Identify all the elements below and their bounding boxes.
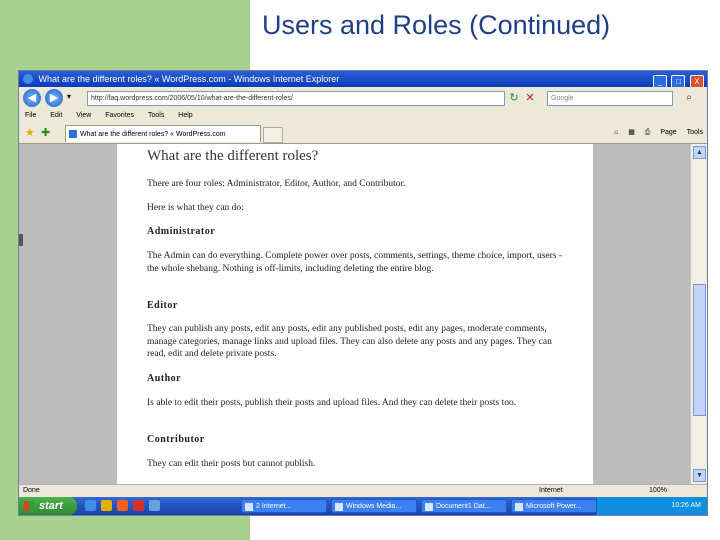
taskbar-button-document[interactable] bbox=[421, 499, 507, 513]
close-button[interactable]: X bbox=[690, 75, 704, 89]
quicklaunch-media-icon[interactable] bbox=[117, 500, 128, 511]
history-dropdown-icon[interactable]: ▾ bbox=[67, 92, 72, 101]
home-icon[interactable]: ⌂ bbox=[614, 129, 619, 136]
taskbar bbox=[19, 497, 707, 515]
add-favorites-icon[interactable]: ✚ bbox=[41, 127, 51, 139]
new-tab-button[interactable] bbox=[263, 127, 283, 143]
zoom-level[interactable]: 100% bbox=[649, 487, 667, 494]
ie-logo-icon bbox=[23, 74, 33, 84]
vertical-scrollbar[interactable] bbox=[690, 144, 707, 484]
intro-text: There are four roles: Administrator, Editor, Author, and Contributor. bbox=[147, 179, 406, 189]
window-titlebar bbox=[19, 71, 707, 87]
menu-help[interactable]: Help bbox=[178, 112, 193, 119]
role-heading-administrator: Administrator bbox=[147, 226, 216, 237]
quicklaunch-ie-icon[interactable] bbox=[85, 500, 96, 511]
slide-title: Users and Roles (Continued) bbox=[262, 10, 611, 40]
tab-bar bbox=[19, 123, 707, 144]
role-desc-editor: They can publish any posts, edit any posts, edit any published posts, edit any pages, moderate comments, manage categories, manage links and upload files. They can also delete any posts and any pages. They can read, edit and delete private posts. bbox=[147, 324, 552, 359]
role-desc-author: Is able to edit their posts, publish their posts and upload files. And they can delete their posts too. bbox=[147, 398, 517, 408]
menu-view[interactable]: View bbox=[76, 112, 92, 119]
security-zone: Internet bbox=[539, 487, 563, 494]
minimize-button[interactable]: _ bbox=[653, 75, 667, 89]
menu-bar bbox=[19, 109, 707, 123]
menu-edit[interactable]: Edit bbox=[50, 112, 63, 119]
page-heading: What are the different roles? bbox=[147, 148, 319, 164]
quicklaunch-desktop-icon[interactable] bbox=[149, 500, 160, 511]
taskbar-button-label: 2 Internet... bbox=[256, 503, 292, 510]
stop-button[interactable]: ✕ bbox=[525, 92, 535, 104]
side-marker bbox=[19, 234, 23, 246]
search-icon[interactable]: ⌕ bbox=[686, 92, 692, 103]
tab-label: What are the different roles? « WordPress.com bbox=[80, 131, 226, 138]
start-label: start bbox=[39, 500, 63, 512]
scroll-down-icon[interactable]: ▼ bbox=[693, 469, 706, 482]
menu-favorites[interactable]: Favorites bbox=[105, 112, 135, 119]
system-tray bbox=[596, 497, 707, 515]
powerpoint-icon bbox=[515, 503, 523, 511]
tools-menu-button[interactable]: Tools bbox=[686, 129, 703, 136]
menu-file[interactable]: File bbox=[25, 112, 37, 119]
search-input[interactable]: Google bbox=[547, 91, 673, 106]
window-title: What are the different roles? « WordPress.com - Windows Internet Explorer bbox=[38, 74, 340, 84]
feeds-icon[interactable]: ▦ bbox=[628, 129, 635, 136]
wordpress-favicon-icon bbox=[69, 130, 77, 138]
taskbar-button-powerpoint[interactable] bbox=[511, 499, 597, 513]
refresh-button[interactable]: ↻ bbox=[509, 92, 519, 104]
favorites-star-icon[interactable]: ★ bbox=[25, 127, 35, 139]
media-player-icon bbox=[335, 503, 343, 511]
web-page bbox=[117, 144, 593, 484]
role-desc-administrator: The Admin can do everything. Complete power over posts, comments, settings, theme choice, import, users - the whole shebang. Nothing is off-limits, including deleting the entire blog. bbox=[147, 251, 563, 274]
start-button[interactable] bbox=[19, 497, 77, 515]
browser-window bbox=[18, 70, 708, 516]
menu-tools[interactable]: Tools bbox=[148, 112, 165, 119]
command-bar bbox=[606, 126, 703, 140]
forward-button[interactable]: ▶ bbox=[45, 89, 63, 107]
browser-content-area bbox=[19, 144, 693, 484]
taskbar-button-media[interactable] bbox=[331, 499, 417, 513]
clock: 10:26 AM bbox=[671, 502, 701, 509]
status-bar bbox=[19, 484, 707, 497]
role-heading-author: Author bbox=[147, 373, 182, 384]
maximize-button[interactable]: □ bbox=[671, 75, 685, 89]
role-heading-contributor: Contributor bbox=[147, 434, 205, 445]
status-text: Done bbox=[23, 487, 40, 494]
back-button[interactable]: ◀ bbox=[23, 89, 41, 107]
quicklaunch-folder-icon[interactable] bbox=[101, 500, 112, 511]
taskbar-button-label: Document1 Dat... bbox=[436, 503, 491, 510]
scroll-thumb[interactable] bbox=[693, 284, 706, 416]
scroll-up-icon[interactable]: ▲ bbox=[693, 146, 706, 159]
ie-icon bbox=[245, 503, 253, 511]
document-icon bbox=[425, 503, 433, 511]
role-desc-contributor: They can edit their posts but cannot publish. bbox=[147, 459, 316, 469]
quicklaunch-app-icon[interactable] bbox=[133, 500, 144, 511]
taskbar-button-label: Microsoft Power... bbox=[526, 503, 582, 510]
intro-text-2: Here is what they can do: bbox=[147, 203, 244, 213]
page-menu-button[interactable]: Page bbox=[660, 129, 677, 136]
taskbar-button-ie[interactable] bbox=[241, 499, 327, 513]
role-heading-editor: Editor bbox=[147, 300, 178, 311]
address-bar bbox=[19, 87, 707, 110]
windows-logo-icon bbox=[24, 501, 34, 511]
url-input[interactable]: http://faq.wordpress.com/2006/05/10/what-are-the-different-roles/ bbox=[87, 91, 505, 106]
print-icon[interactable]: ⎙ bbox=[644, 129, 651, 136]
tab-active[interactable] bbox=[65, 125, 261, 142]
taskbar-button-label: Windows Media... bbox=[346, 503, 402, 510]
